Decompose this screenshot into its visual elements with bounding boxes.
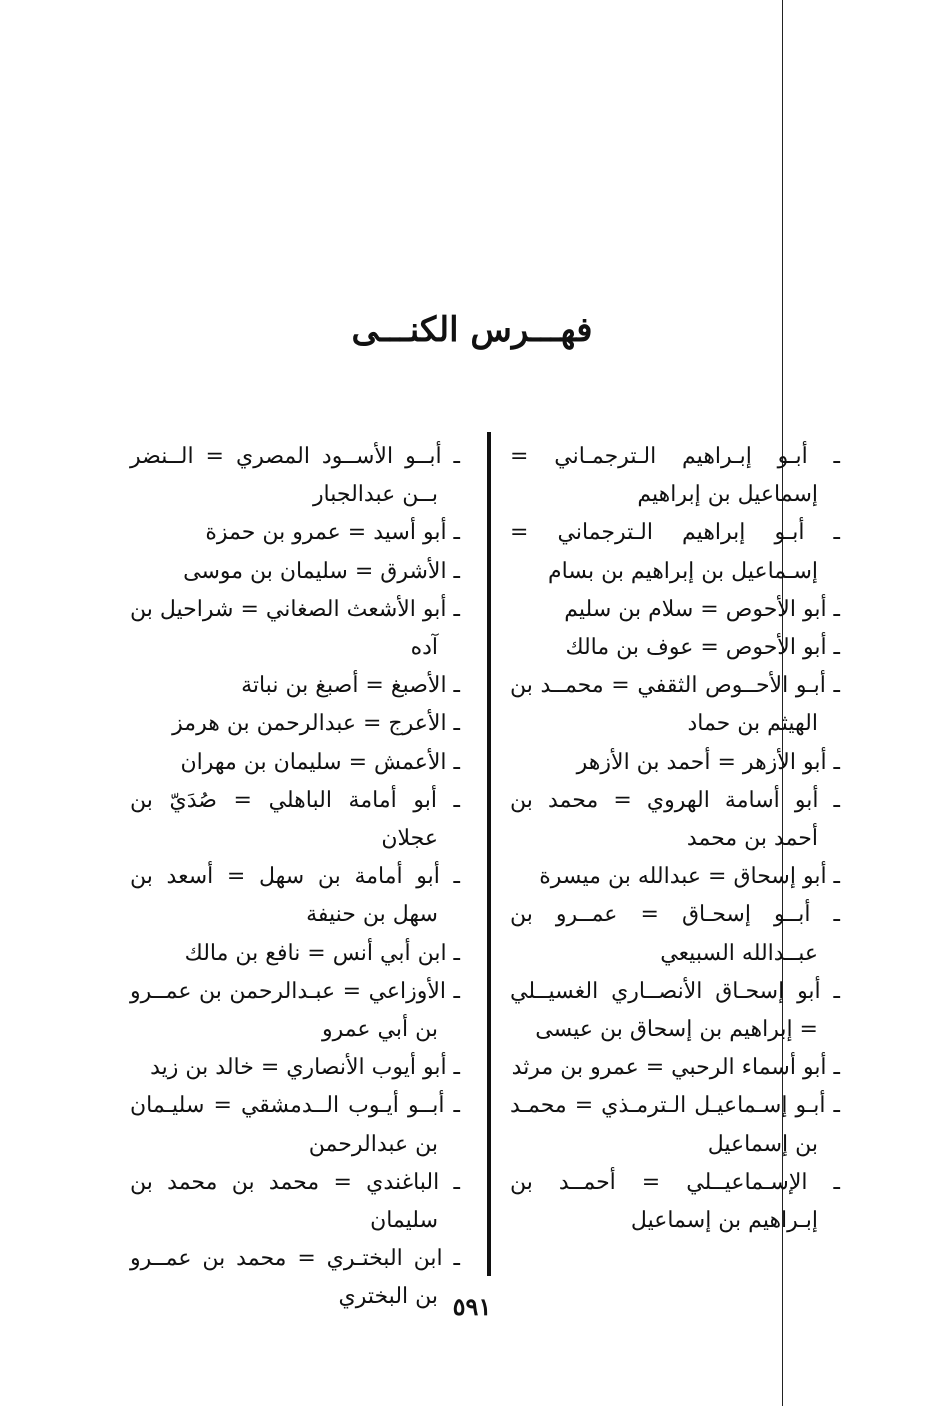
index-entry: ـ أبـو إبراهيم الـترجماني = إسـماعيل بن إبراهيم بن بسام (510, 520, 840, 584)
index-entry: ـ الأعرج = عبدالرحمن بن هرمز (172, 711, 460, 737)
index-entry: ـ ابن البختـري = محمد بن عمــرو بن البختري (130, 1246, 460, 1310)
index-entry: ـ أبــو أيـوب الــدمشقي = سليـمان بن عبدالرحمن (130, 1093, 460, 1157)
index-entry: ـ أبو أسيد = عمرو بن حمزة (205, 520, 460, 546)
index-entry: ـ أبو إسحـاق الأنصــاري الغسيــلي = إبراهيم بن إسحاق بن عيسى (510, 978, 840, 1043)
index-entry: ـ الأعمش = سليمان بن مهران (180, 749, 460, 775)
index-entry: ـ أبـو الأحــوص الثقفي = محمــد بن الهيثم بن حماد (510, 673, 840, 737)
right-column (510, 438, 840, 1240)
index-entry: ـ الأصبغ = أصبغ بن نباتة (241, 673, 460, 699)
index-entry: ـ الأوزاعي = عبـدالرحمن بن عمــرو بن أبي عمرو (130, 978, 460, 1043)
index-entry: ـ أبو الأزهر = أحمد بن الأزهر (576, 749, 840, 775)
left-column (130, 438, 460, 1317)
index-entry: ـ أبو أمامة بن سهل = أسعد بن سهل بن حنيفة (130, 864, 460, 928)
index-entry: ـ أبو الأحوص = عوف بن مالك (565, 635, 840, 661)
index-entry: ـ أبو الأحوص = سلام بن سليم (564, 596, 840, 622)
index-entry: ـ أبو أيوب الأنصاري = خالد بن زيد (150, 1055, 460, 1081)
index-entry: ـ أبــو الأســود المصري = الــنضر بــن عبدالجبار (130, 444, 460, 508)
index-entry: ـ أبو أمامة الباهلي = صُدَيّ بن عجلان (130, 787, 460, 852)
index-entry: ـ أبو أسماء الرحبي = عمرو بن مرثد (511, 1055, 840, 1081)
index-entry: ـ أبو إسحاق = عبدالله بن ميسرة (539, 864, 840, 890)
page-title: فهـــرس الكنـــى (351, 310, 593, 350)
index-entry: ـ الإسـماعيــلي = أحمــد بن إبـراهيم بن إسماعيل (510, 1169, 840, 1234)
index-entry: ـ الباغندي = محمد بن محمد بن سليمان (130, 1169, 460, 1234)
index-entry: ـ أبــو إسحـاق = عمــرو بن عبــدالله السبيعي (510, 902, 840, 966)
index-entry: ـ أبو الأشعث الصغاني = شراحيل بن آده (130, 596, 460, 661)
page-number: ٥٩١ (452, 1292, 492, 1321)
column-divider (487, 432, 491, 1276)
index-entry: ـ الأشرق = سليمان بن موسى (183, 558, 460, 584)
index-entry: ـ أبـو إبـراهيم الـترجمـاني = إسماعيل بن إبراهيم (510, 444, 840, 508)
index-entry: ـ أبـو إسـماعيـل الـترمـذي = محمـد بن إسماعيل (510, 1093, 840, 1157)
index-entry: ـ ابن أبي أنس = نافع بن مالك (184, 940, 460, 966)
index-entry: ـ أبو أسامة الهروي = محمد بن أحمد بن محمد (510, 787, 840, 852)
